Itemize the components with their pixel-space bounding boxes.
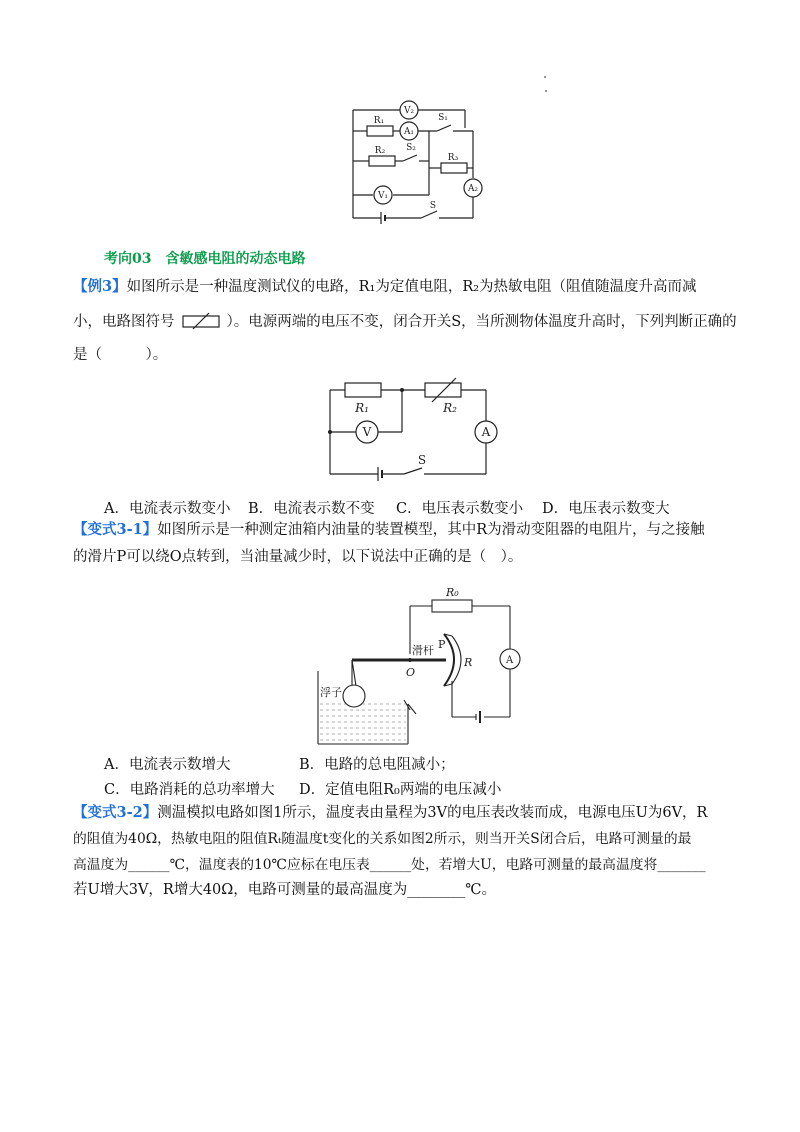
v31-option-d: D．定值电阻R₀两端的电压减小 <box>299 782 502 798</box>
v31-text1: 如图所示是一种测定油箱内油量的装置模型，其中R为滑动变阻器的电阻片，与之接触 <box>157 522 705 538</box>
ex3-tag: 【例3】 <box>73 278 127 295</box>
section-title: 考向03 含敏感电阻的动态电路 <box>104 251 306 267</box>
stray-mark <box>545 90 547 92</box>
v32-text1: 测温模拟电路如图1所示，温度表由量程为3V的电压表改装而成，电源电压U为6V，R <box>157 805 708 821</box>
v32-tag: 【变式3-2】 <box>73 804 158 821</box>
circuit-diagram-1 <box>345 98 485 228</box>
v32-text4: 若U增大3V，R增大40Ω，电路可测量的最高温度为________℃。 <box>73 882 497 898</box>
label-r2: R₂ <box>443 401 457 415</box>
ex3-text2a: 小，电路图符号 <box>73 314 175 330</box>
ex3-line2 <box>73 312 737 332</box>
label-v2: V₂ <box>403 106 415 116</box>
v31-option-c: C．电路消耗的总功率增大 <box>104 782 275 798</box>
oil-tank-diagram <box>312 586 542 746</box>
v31-text2: 的滑片P可以绕O点转到，当油量减少时，以下说法中正确的是（ ）。 <box>73 549 523 565</box>
label-r3: R₃ <box>447 153 459 163</box>
ex3-text3: 是（ ）。 <box>73 347 168 363</box>
ammeter-label: A <box>481 425 491 439</box>
label-r1: R₁ <box>355 401 369 415</box>
ex3-line1 <box>73 277 697 297</box>
label-s1: S₁ <box>438 113 448 123</box>
v32-text2: 的阻值为40Ω，热敏电阻的阻值Rₜ随温度t变化的关系如图2所示，则当开关S闭合后，电路可测量的最 <box>73 831 692 847</box>
ex3-option-c: C．电压表示数变小 <box>396 501 524 517</box>
label-r0: R₀ <box>446 586 459 599</box>
label-v1: V₁ <box>377 191 389 201</box>
label-a2: A₂ <box>467 184 479 194</box>
v32-line1 <box>73 803 707 823</box>
label-o: O <box>406 666 416 679</box>
v31-option-a: A．电流表示数增大 <box>104 757 231 773</box>
voltmeter-label: V <box>362 425 372 439</box>
label-r2: R₂ <box>374 146 386 156</box>
label-r1: R₁ <box>373 116 385 126</box>
ex3-option-d: D．电压表示数变大 <box>542 501 670 517</box>
label-s: S <box>429 201 437 211</box>
label-float: 浮子 <box>320 686 342 699</box>
ammeter-label: A <box>506 655 514 666</box>
label-r: R <box>464 656 473 669</box>
label-a1: A₁ <box>403 127 415 137</box>
label-s2: S₂ <box>406 143 416 153</box>
stray-mark <box>544 76 546 78</box>
ex3-option-a: A．电流表示数变小 <box>104 501 231 517</box>
label-p: P <box>438 638 446 651</box>
switch-label: S <box>417 453 427 467</box>
ex3-option-b: B．电流表示数不变 <box>248 501 375 517</box>
v31-line1 <box>73 520 705 540</box>
ex3-text1: 如图所示是一种温度测试仪的电路，R₁为定值电阻，R₂为热敏电阻（阻值随温度升高而减 <box>126 279 697 295</box>
v31-tag: 【变式3-1】 <box>73 521 158 538</box>
v32-text3: 高温度为______℃，温度表的10℃应标在电压表______处，若增大U，电路可测量的最高温度将_______ <box>73 857 706 873</box>
circuit-diagram-2 <box>320 376 500 486</box>
label-slider-rod: 滑杆 <box>412 644 434 657</box>
v31-option-b: B．电路的总电阻减小； <box>299 757 455 773</box>
thermistor-symbol-icon <box>181 313 221 329</box>
ex3-text2b: ）。电源两端的电压不变，闭合开关S，当所测物体温度升高时，下列判断正确的 <box>226 314 737 330</box>
